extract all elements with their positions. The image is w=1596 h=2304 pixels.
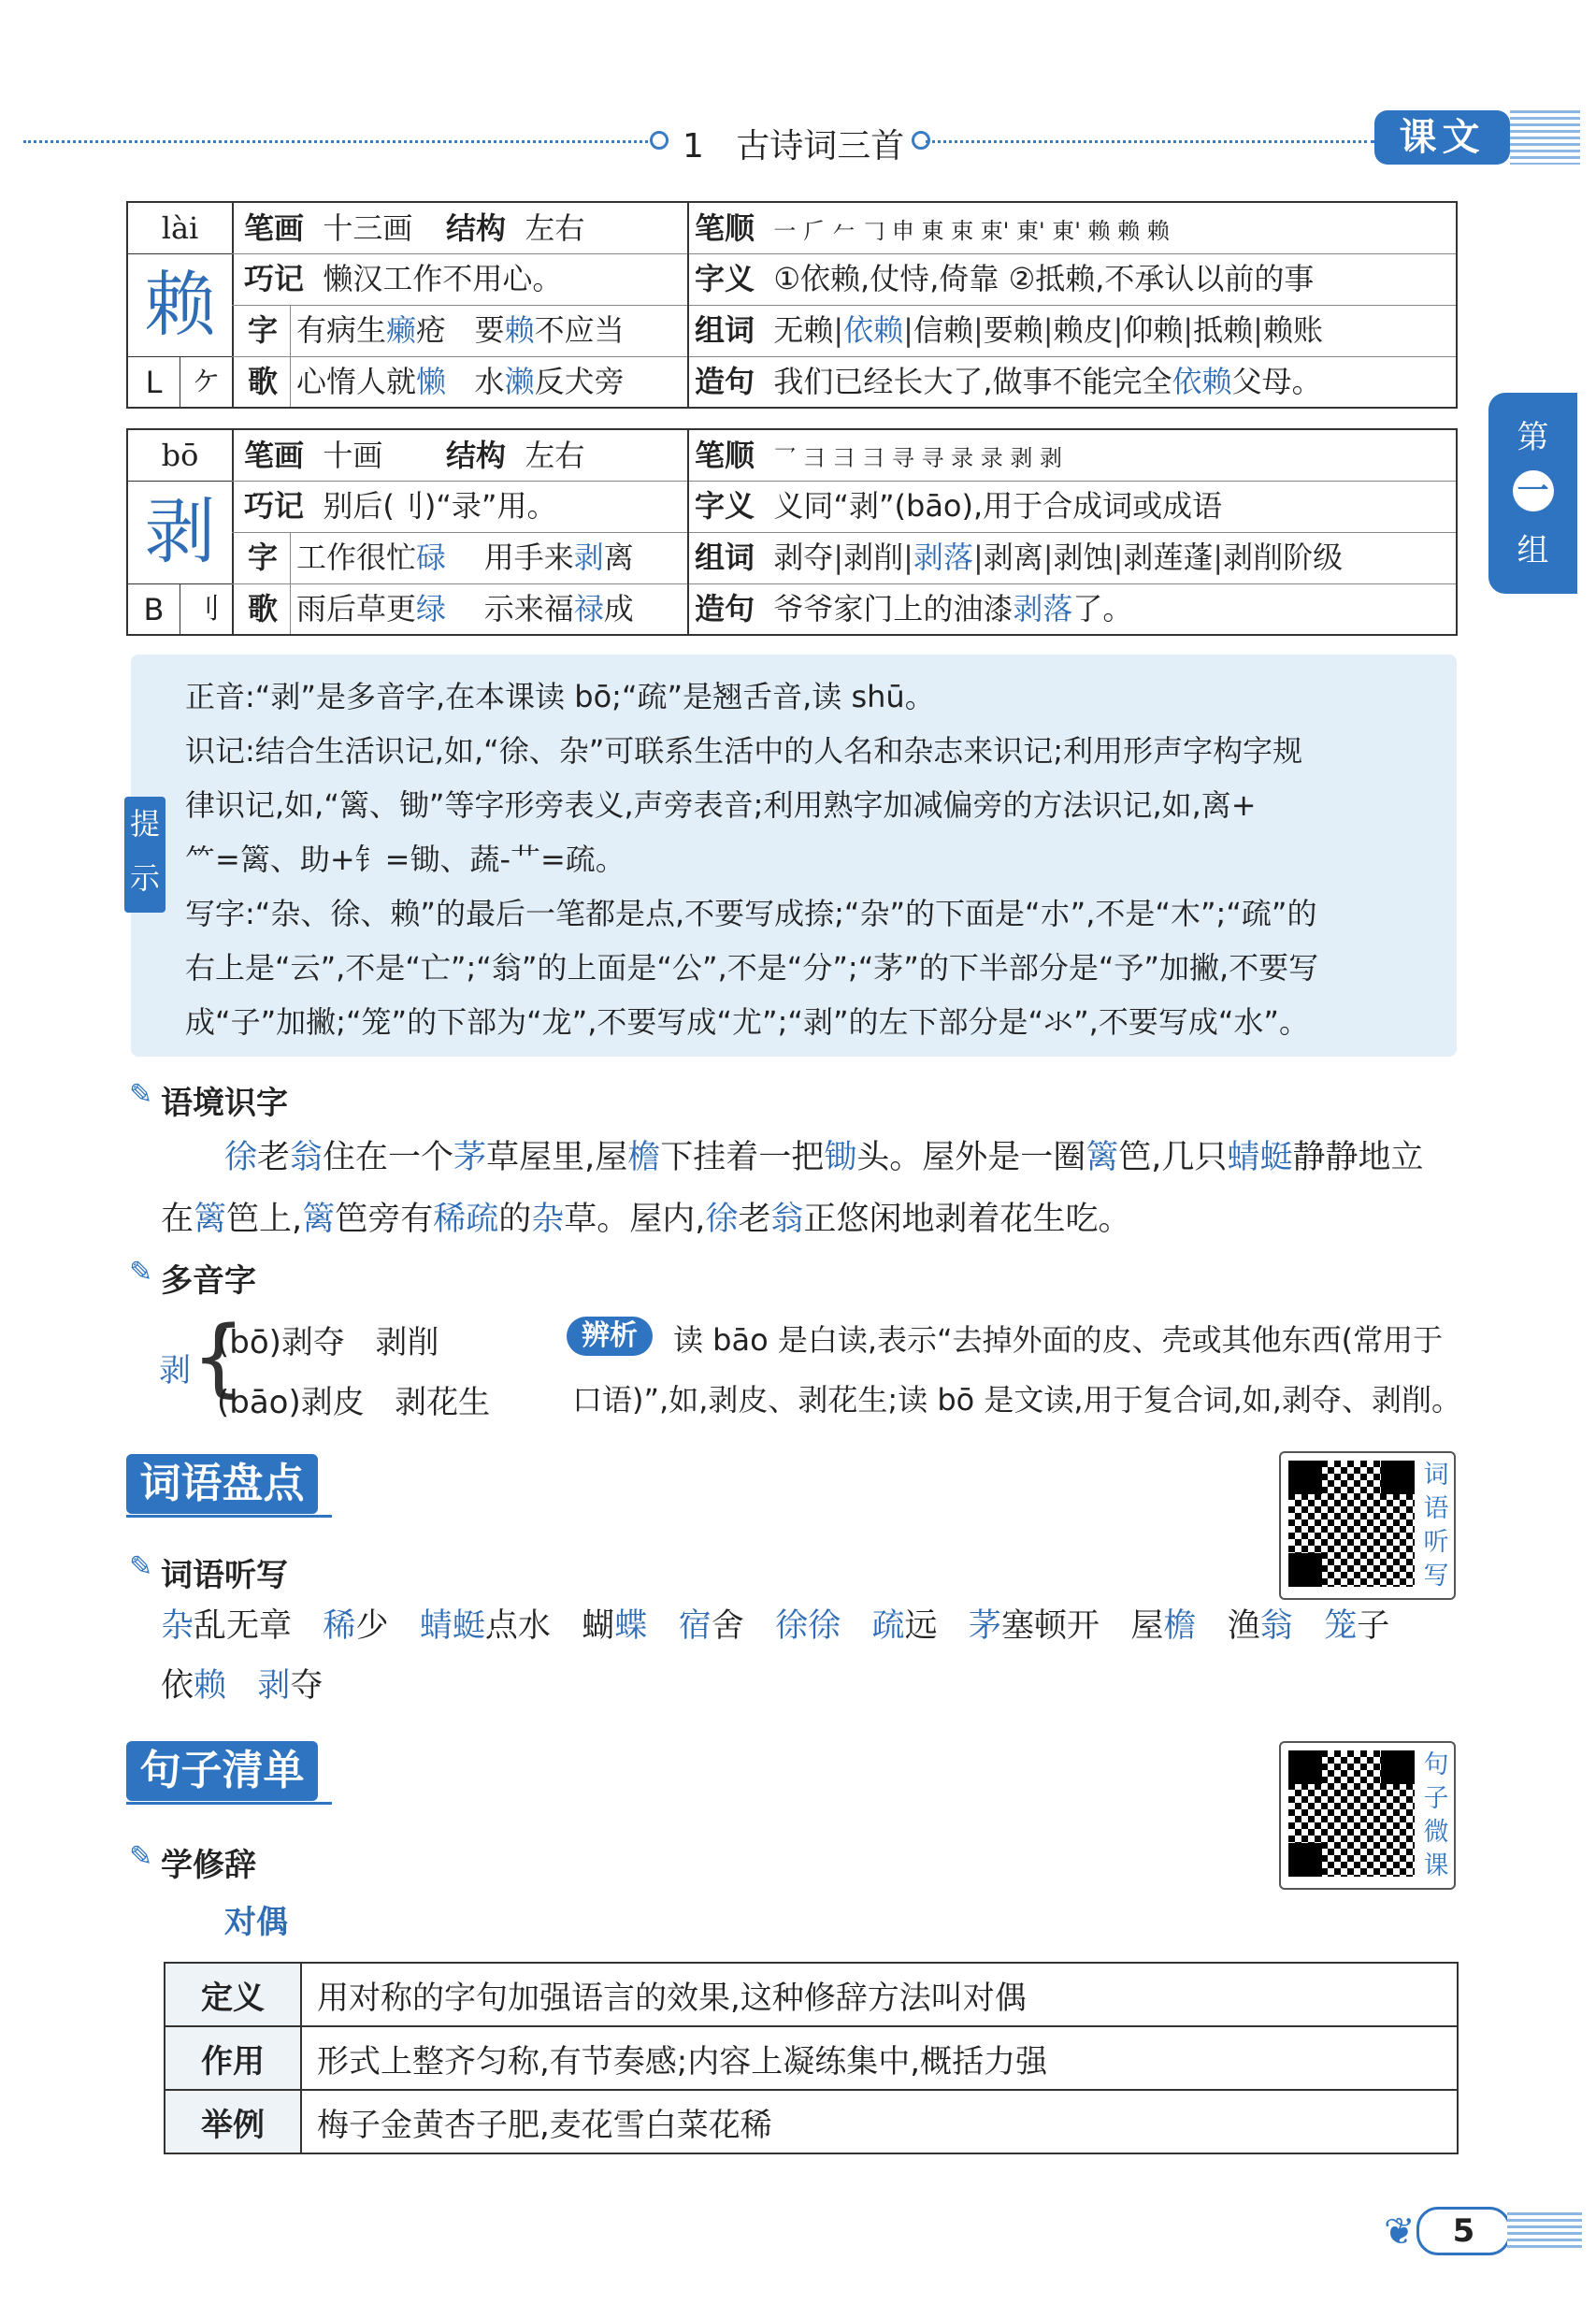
word-item: 剥离 bbox=[983, 540, 1043, 575]
dictation-row-2: 依赖 剥夺 bbox=[161, 1667, 324, 1705]
table-row: 举例 梅子金黄杏子肥,麦花雪白菜花稀 bbox=[165, 2090, 1458, 2153]
char-pinyin: lài bbox=[128, 203, 234, 254]
word-item: 剥莲蓬 bbox=[1123, 540, 1214, 575]
meaning: ①依赖,仗恃,倚靠 ②抵赖,不承认以前的事 bbox=[773, 261, 1315, 296]
structure: 左右 bbox=[525, 210, 585, 246]
stroke-count: 十三画 bbox=[323, 210, 413, 246]
section-underline bbox=[126, 1515, 332, 1518]
word-item: 剥夺 bbox=[773, 540, 834, 575]
char-pinyin: bō bbox=[128, 430, 234, 482]
index-letter: L bbox=[128, 356, 180, 408]
stroke-order: 一 𠂆 𠂉 𠃌 申 東 束 束' 東' 東' 赖 赖 赖 bbox=[773, 218, 1170, 244]
analysis-line-2: 口语)”,如,剥皮、剥花生;读 bō 是文读,用于复合词,如,剥夺、剥削。 bbox=[572, 1382, 1461, 1418]
brace: { bbox=[192, 1308, 246, 1406]
mnemonic: 别后(刂)“录”用。 bbox=[323, 488, 557, 524]
label-zi: 字 bbox=[248, 312, 279, 348]
word-item: 剥落 bbox=[913, 540, 973, 575]
tip-box bbox=[131, 655, 1457, 1057]
rhetoric-topic: 对偶 bbox=[224, 1904, 288, 1941]
tip-line: 成“子”加撇;“笼”的下部为“龙”,不要写成“尤”;“剥”的左下部分是“氺”,不要写成“水”。 bbox=[185, 1004, 1310, 1040]
qr-icon bbox=[1288, 1750, 1415, 1877]
label-ziyi: 字义 bbox=[695, 488, 755, 524]
page-stripe bbox=[1507, 2212, 1582, 2250]
header-rule-right bbox=[926, 140, 1374, 143]
qr-code-ciyu[interactable] bbox=[1279, 1451, 1456, 1600]
word-list: 组词 剥夺|剥削|剥落|剥离|剥蚀|剥莲蓬|剥削阶级 bbox=[695, 540, 1344, 575]
reading-bo: (bō)剥夺 剥削 bbox=[217, 1324, 439, 1361]
tip-line: 写字:“杂、徐、赖”的最后一笔都是点,不要写成捺;“杂”的下面是“朩”,不是“木”;“疏”的 bbox=[185, 896, 1317, 931]
label-qiaoji: 巧记 bbox=[244, 261, 305, 296]
reading-bao: (bāo)剥皮 剥花生 bbox=[217, 1384, 491, 1421]
tip-line: 律识记,如,“篱、锄”等字形旁表义,声旁表音;利用熟字加减偏旁的方法识记,如,离+ bbox=[185, 787, 1257, 823]
pen-icon: ✎ bbox=[129, 1078, 153, 1111]
example-sentence: 造句 爷爷家门上的油漆剥落了。 bbox=[695, 591, 1133, 626]
label-zi: 字 bbox=[248, 540, 279, 575]
song-line-2: 心惰人就懒 水濑反犬旁 bbox=[296, 364, 625, 399]
word-item: 要赖 bbox=[983, 312, 1043, 348]
pen-icon: ✎ bbox=[129, 1840, 153, 1873]
lesson-title: 1 古诗词三首 bbox=[683, 127, 905, 166]
tip-line: 识记:结合生活识记,如,“徐、杂”可联系生活中的人名和杂志来识记;利用形声字构字规 bbox=[185, 733, 1303, 769]
char-card-bo bbox=[126, 428, 1458, 636]
subhead-xiuci: 学修辞 bbox=[161, 1847, 256, 1884]
label-bishun: 笔顺 bbox=[695, 438, 755, 473]
pen-icon: ✎ bbox=[129, 1256, 153, 1289]
header-rule-left bbox=[23, 140, 659, 143]
label-ziyi: 字义 bbox=[695, 261, 755, 296]
char-glyph: 剥 bbox=[128, 481, 234, 583]
char-card-lai bbox=[126, 201, 1458, 409]
song-line-1: 工作很忙碌 用手来剥离 bbox=[296, 540, 634, 575]
qr-icon bbox=[1288, 1461, 1415, 1587]
label-jiegou: 结构 bbox=[446, 438, 507, 473]
context-paragraph-line-1: 徐老翁住在一个茅草屋里,屋檐下挂着一把锄头。屋外是一圈篱笆,几只蜻蜓静静地立 bbox=[224, 1139, 1424, 1176]
word-item: 抵赖 bbox=[1193, 312, 1254, 348]
qr-caption: 句子微课 bbox=[1423, 1750, 1449, 1880]
tip-line: 正音:“剥”是多音字,在本课读 bō;“疏”是翘舌音,读 shū。 bbox=[185, 679, 935, 714]
polyphone-char: 剥 bbox=[159, 1352, 191, 1390]
label-ge: 歌 bbox=[248, 364, 279, 399]
label-bihua: 笔画 bbox=[244, 210, 305, 246]
word-item: 依赖 bbox=[843, 312, 904, 348]
section-banner-ciyu: 词语盘点 bbox=[126, 1454, 318, 1514]
tip-line: 右上是“云”,不是“亡”;“翁”的上面是“公”,不是“分”;“茅”的下半部分是“予”加撇,不要写 bbox=[185, 950, 1319, 986]
subhead-yujing: 语境识字 bbox=[161, 1085, 288, 1122]
context-paragraph-line-2: 在篱笆上,篱笆旁有稀疏的杂草。屋内,徐老翁正悠闲地剥着花生吃。 bbox=[161, 1201, 1131, 1238]
mnemonic: 懒汉工作不用心。 bbox=[323, 261, 563, 296]
structure: 左右 bbox=[525, 438, 585, 473]
word-item: 剥蚀 bbox=[1053, 540, 1114, 575]
table-row: 定义 用对称的字句加强语言的效果,这种修辞方法叫对偶 bbox=[165, 1963, 1458, 2026]
subhead-tingxie: 词语听写 bbox=[161, 1557, 288, 1594]
word-item: 信赖 bbox=[913, 312, 973, 348]
analysis-tag: 辨析 bbox=[567, 1317, 653, 1356]
index-letter: B bbox=[128, 583, 180, 635]
radical: ケ bbox=[180, 356, 234, 408]
word-item: 仰赖 bbox=[1123, 312, 1184, 348]
rhetoric-table bbox=[164, 1962, 1459, 2154]
label-ge: 歌 bbox=[248, 591, 279, 626]
example-sentence: 造句 我们已经长大了,做事不能完全依赖父母。 bbox=[695, 364, 1322, 399]
tip-tag: 提示 bbox=[124, 797, 165, 913]
stroke-count: 十画 bbox=[323, 438, 383, 473]
song-line-1: 有病生癞疮 要赖不应当 bbox=[296, 312, 625, 348]
qr-code-juzi[interactable] bbox=[1279, 1741, 1456, 1890]
unit-tab: 第 一 组 bbox=[1488, 393, 1577, 594]
section-underline bbox=[126, 1802, 332, 1805]
word-item: 无赖 bbox=[773, 312, 834, 348]
label-qiaoji: 巧记 bbox=[244, 488, 305, 524]
page-number: 5 bbox=[1416, 2207, 1511, 2255]
tip-line: ⺮=篱、助+钅=锄、蔬-艹=疏。 bbox=[185, 842, 625, 877]
radical: 刂 bbox=[180, 583, 234, 635]
section-banner-juzi: 句子清单 bbox=[126, 1741, 318, 1801]
dictation-row-1: 杂乱无章 稀少 蜻蜓点水 蝴蝶 宿舍 徐徐 疏远 茅塞顿开 屋檐 渔翁 笼子 bbox=[161, 1607, 1390, 1645]
header-stripe bbox=[1510, 110, 1580, 165]
analysis-line-1: 读 bāo 是白读,表示“去掉外面的皮、壳或其他东西(常用于 bbox=[673, 1322, 1444, 1358]
song-line-2: 雨后草更绿 示来福禄成 bbox=[296, 591, 634, 626]
word-item: 赖皮 bbox=[1053, 312, 1114, 348]
word-item: 赖账 bbox=[1262, 312, 1323, 348]
word-item: 剥削阶级 bbox=[1223, 540, 1344, 575]
pen-icon: ✎ bbox=[129, 1550, 153, 1583]
word-list: 组词 无赖|依赖|信赖|要赖|赖皮|仰赖|抵赖|赖账 bbox=[695, 312, 1323, 348]
subhead-duoyin: 多音字 bbox=[161, 1262, 256, 1300]
label-bishun: 笔顺 bbox=[695, 210, 755, 246]
label-jiegou: 结构 bbox=[446, 210, 507, 246]
stroke-order: 乛 ⺕ ⺕ 彐 寻 寻 录 录 剥 剥 bbox=[773, 445, 1063, 471]
section-tag: 课文 bbox=[1374, 110, 1510, 165]
label-bihua: 笔画 bbox=[244, 438, 305, 473]
word-item: 剥削 bbox=[843, 540, 904, 575]
table-row: 作用 形式上整齐匀称,有节奏感;内容上凝练集中,概括力强 bbox=[165, 2026, 1458, 2090]
qr-caption: 词语听写 bbox=[1423, 1461, 1449, 1591]
char-glyph: 赖 bbox=[128, 253, 234, 356]
leaf-icon: ❦ bbox=[1384, 2210, 1416, 2254]
meaning: 义同“剥”(bāo),用于合成词或成语 bbox=[773, 488, 1223, 524]
header-rule-dot bbox=[650, 131, 669, 150]
